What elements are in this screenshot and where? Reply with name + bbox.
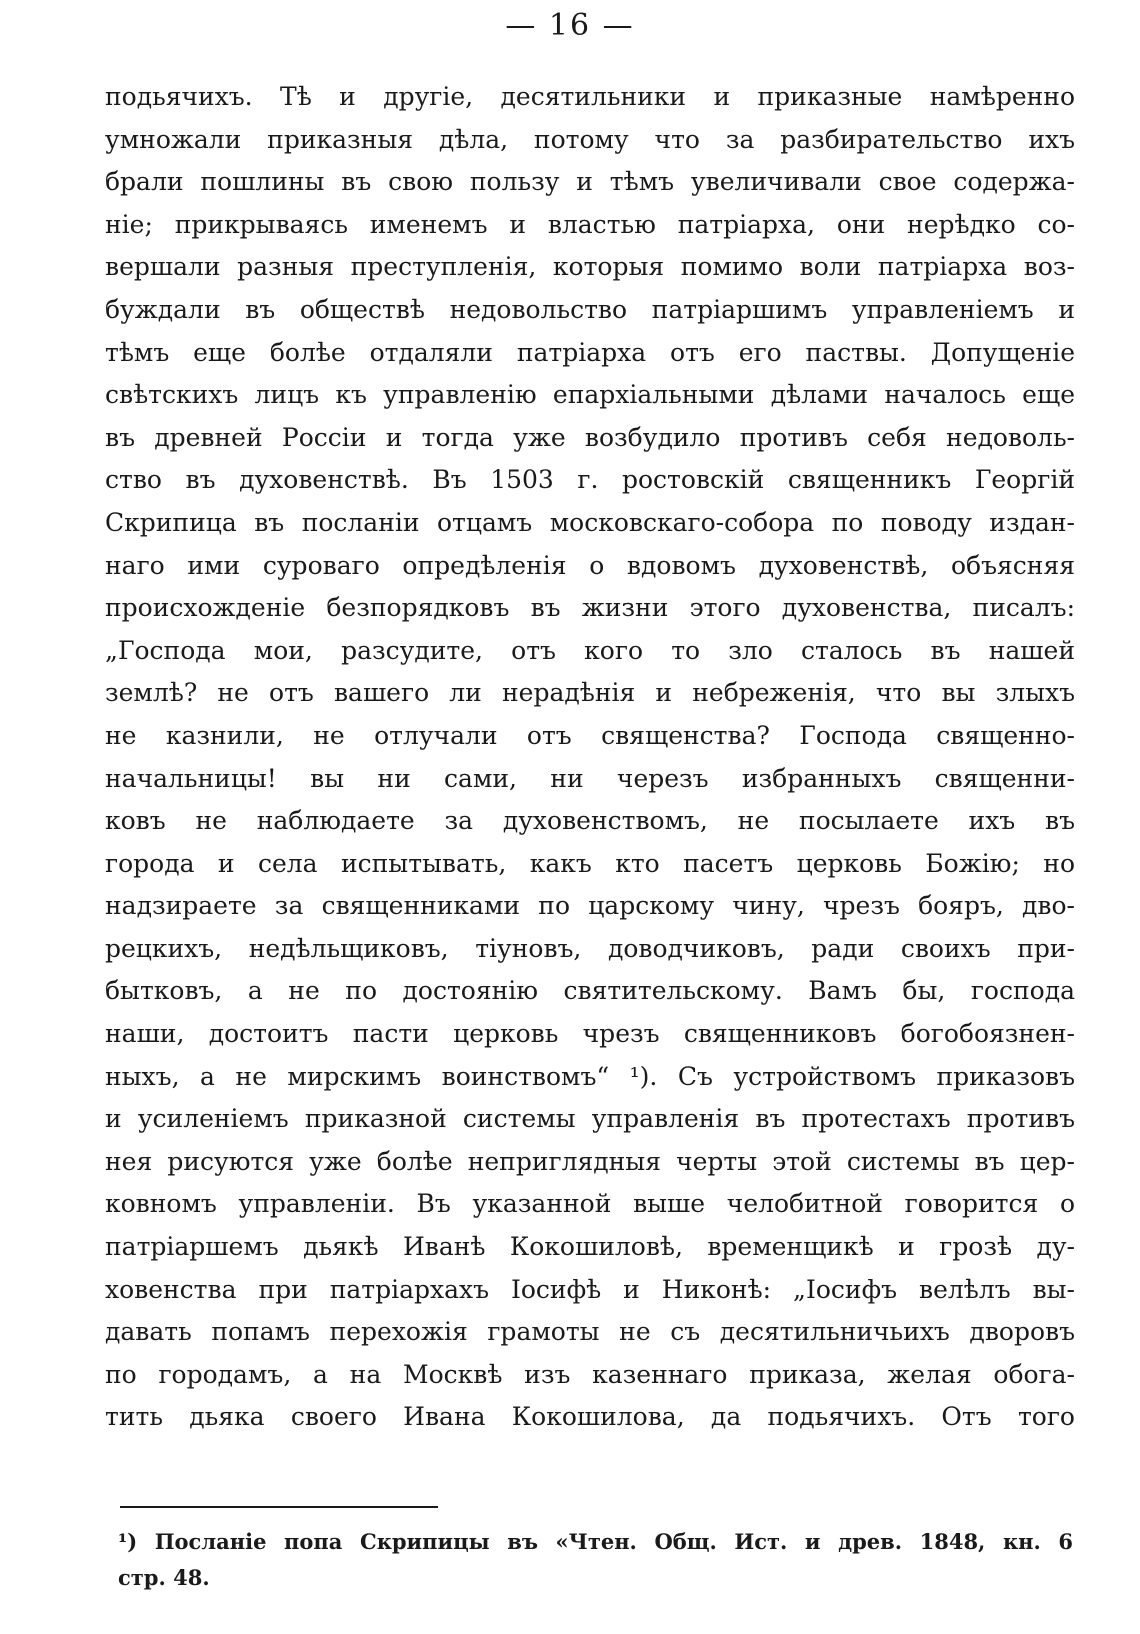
text-line: ковъ не наблюдаете за духовенствомъ, не посылаете ихъ въ <box>105 806 1075 836</box>
text-line: вершали разныя преступленія, которыя помимо воли патріарха воз- <box>105 252 1075 282</box>
text-line: Скрипица въ посланіи отцамъ московскаго-собора по поводу издан- <box>105 507 1075 537</box>
text-line: бытковъ, а не по достоянію святительскому. Вамъ бы, господа <box>105 976 1075 1006</box>
text-line: землѣ? не отъ вашего ли нерадѣнія и небреженія, что вы злыхъ <box>105 678 1075 708</box>
page-number: — 16 — <box>505 8 635 43</box>
text-line: наго ими суроваго опредѣленія о вдовомъ духовенствѣ, объясняя <box>105 550 1075 580</box>
text-line: наши, достоитъ пасти церковь чрезъ священниковъ богобоязнен- <box>105 1019 1075 1049</box>
text-line: города и села испытывать, какъ кто пасетъ церковь Божію; но <box>105 848 1075 878</box>
text-line: подьячихъ. Тѣ и другіе, десятильники и приказные намѣренно <box>105 82 1075 111</box>
text-line: начальницы! вы ни сами, ни черезъ избранныхъ священни- <box>105 763 1075 793</box>
footnote-line: ¹) Посланіе попа Скрипицы въ «Чтен. Общ. Ист. и древ. 1848, кн. 6 <box>118 1529 1073 1554</box>
text-line: надзираете за священниками по царскому чину, чрезъ бояръ, дво- <box>105 891 1075 921</box>
text-line: патріаршемъ дьякѣ Иванѣ Кокошиловѣ, временщикѣ и грозѣ ду- <box>105 1232 1075 1262</box>
text-line: брали пошлины въ свою пользу и тѣмъ увеличивали свое содержа- <box>105 167 1075 197</box>
text-line: происхожденіе безпорядковъ въ жизни этого духовенства, писалъ: <box>105 593 1075 623</box>
text-line: умножали приказныя дѣла, потому что за разбирательство ихъ <box>105 124 1075 154</box>
text-line: по городамъ, а на Москвѣ изъ казеннаго приказа, желая обога- <box>105 1359 1075 1389</box>
footnote <box>118 1524 1073 1596</box>
text-line: въ древней Россіи и тогда уже возбудило противъ себя недоволь- <box>105 422 1075 452</box>
text-line: нея рисуются уже болѣе неприглядныя черты этой системы въ цер- <box>105 1146 1075 1176</box>
text-line: тить дьяка своего Ивана Кокошилова, да подьячихъ. Отъ того <box>105 1402 1075 1432</box>
text-line: давать попамъ перехожія грамоты не съ десятильничьихъ дворовъ <box>105 1317 1075 1347</box>
text-line: ковномъ управленіи. Въ указанной выше челобитной говорится о <box>105 1189 1075 1219</box>
text-line: рецкихъ, недѣльщиковъ, тіуновъ, доводчиковъ, ради своихъ при- <box>105 933 1075 963</box>
text-line: ніе; прикрываясь именемъ и властью патріарха, они нерѣдко со- <box>105 209 1075 239</box>
text-line: и усиленіемъ приказной системы управленія въ протестахъ противъ <box>105 1104 1075 1134</box>
footnote-divider <box>120 1506 438 1508</box>
footnote-line: стр. 48. <box>118 1565 210 1590</box>
text-line: ство въ духовенствѣ. Въ 1503 г. ростовскій священникъ Георгій <box>105 465 1075 495</box>
text-line: ныхъ, а не мирскимъ воинствомъ“ ¹). Съ устройствомъ приказовъ <box>105 1061 1075 1091</box>
text-line: не казнили, не отлучали отъ священства? Господа священно- <box>105 720 1075 750</box>
text-line: буждали въ обществѣ недовольство патріаршимъ управленіемъ и <box>105 294 1075 324</box>
body-text <box>105 76 1075 1439</box>
text-line: свѣтскихъ лицъ къ управленію епархіальными дѣлами началось еще <box>105 380 1075 410</box>
text-line: тѣмъ еще болѣе отдаляли патріарха отъ его паствы. Допущеніе <box>105 337 1075 367</box>
text-line: „Господа мои, разсудите, отъ кого то зло сталось въ нашей <box>105 635 1075 665</box>
text-line: ховенства при патріархахъ Іосифѣ и Никонѣ: „Іосифъ велѣлъ вы- <box>105 1274 1075 1304</box>
